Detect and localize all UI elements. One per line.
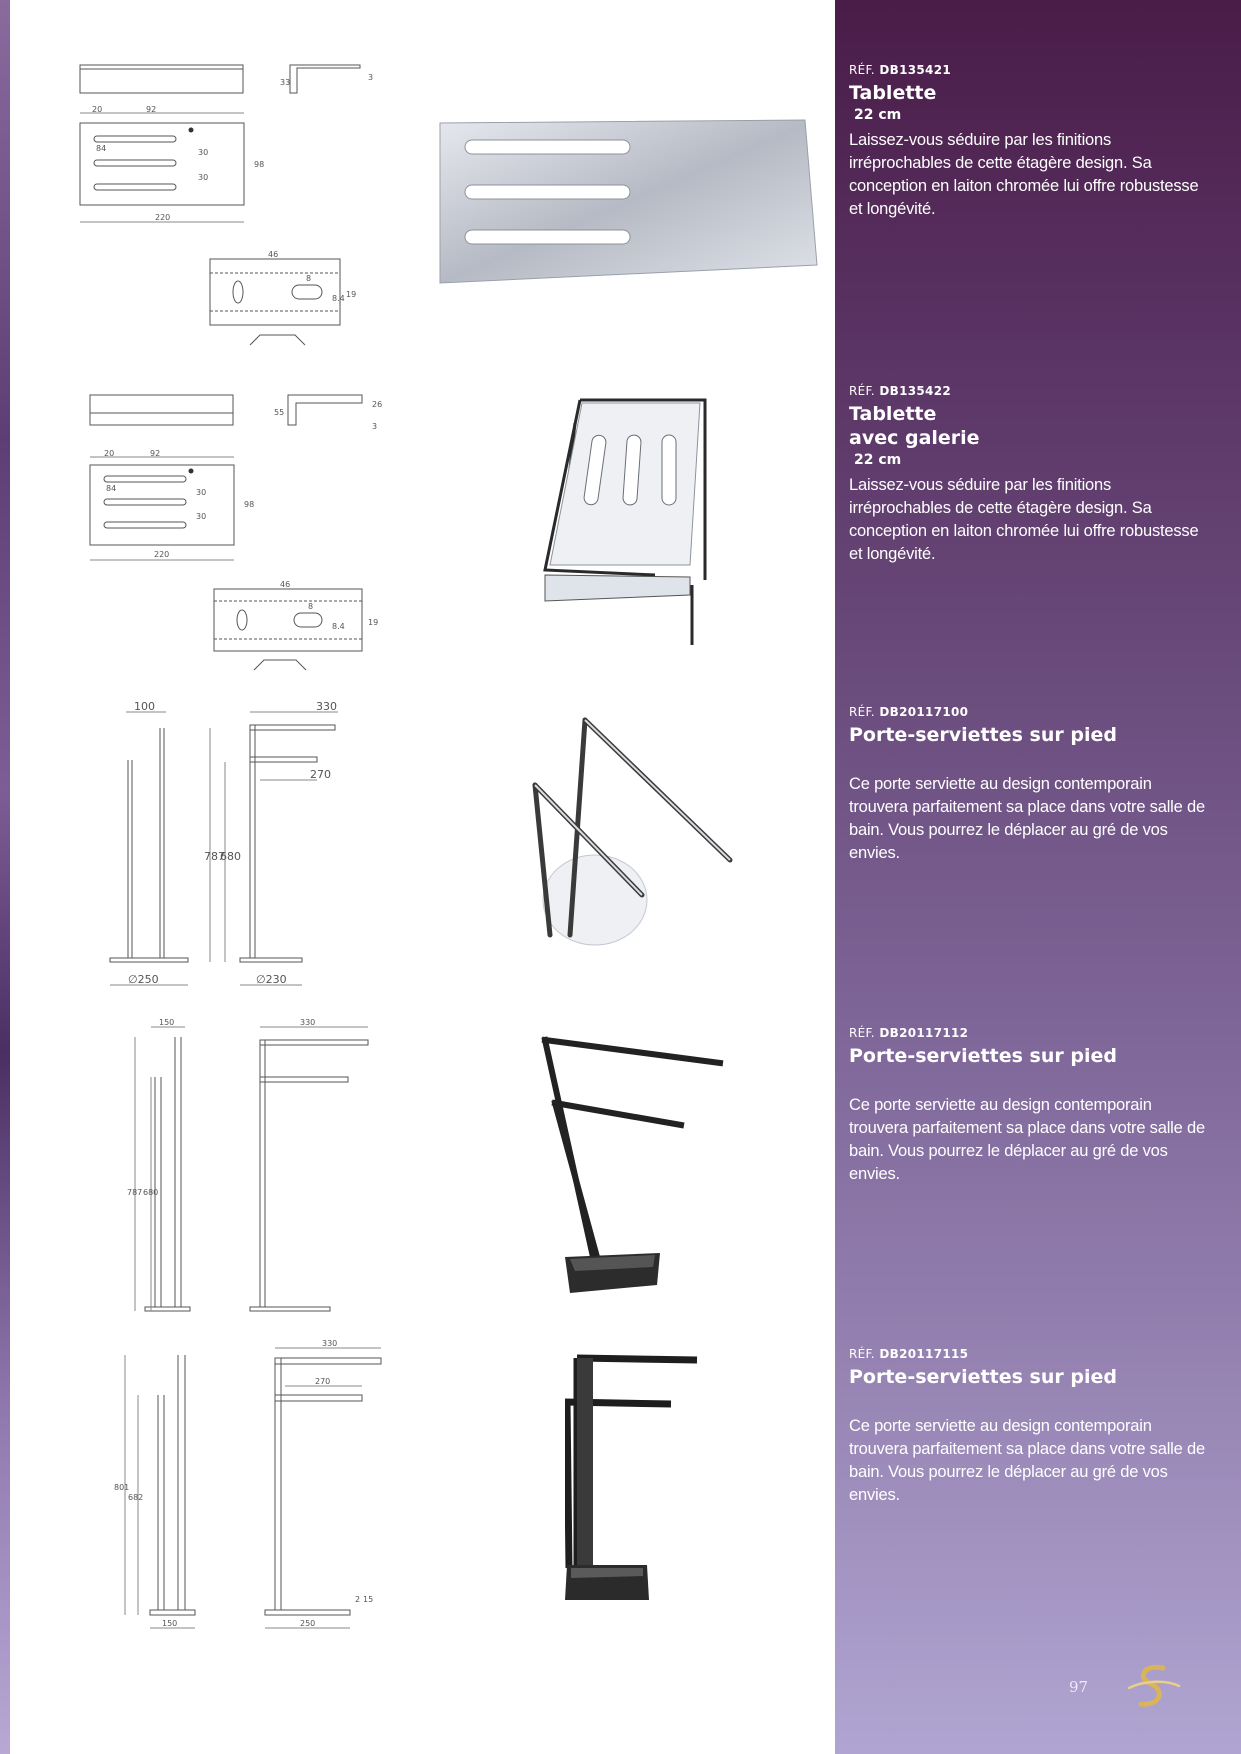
- dim-label: 250: [300, 1619, 316, 1628]
- dim-label: 33: [280, 78, 291, 87]
- ref-label: RÉF.: [849, 63, 875, 77]
- drawings-area: [10, 0, 835, 1754]
- dim-label: 8: [306, 274, 312, 283]
- product-description: Laissez-vous séduire par les finitions irréprochables de cette étagère design. Sa conception en laiton chromée lui offre robustesse et longévité.: [849, 476, 1199, 563]
- dim-label: 19: [346, 290, 357, 299]
- ref-code: DB20117115: [879, 1347, 969, 1361]
- technical-drawing-1: [70, 55, 390, 350]
- product-ref: [849, 384, 1209, 398]
- dim-label: 801: [114, 1483, 130, 1492]
- product-ref: [849, 1026, 1209, 1040]
- ref-label: RÉF.: [849, 1347, 875, 1361]
- technical-drawing-2: [70, 385, 390, 680]
- dim-label: 84: [106, 484, 117, 493]
- dim-label: 2: [355, 1595, 361, 1604]
- dim-label: 8.4: [332, 622, 345, 631]
- dim-label: 330: [316, 700, 337, 713]
- dim-label: 98: [244, 500, 255, 509]
- product-title: Tablette: [849, 403, 937, 425]
- product-ref: [849, 63, 1209, 77]
- dim-label: 3: [368, 73, 374, 82]
- product-description: Ce porte serviette au design contemporain trouvera parfaitement sa place dans votre salle de bain. Vous pourrez le déplacer au gré de vos envies.: [849, 775, 1205, 862]
- product-info-2: [849, 384, 1209, 566]
- product-photo-tablette-galerie: [540, 395, 730, 650]
- dim-label: 220: [155, 213, 171, 222]
- dim-label: 55: [274, 408, 285, 417]
- ref-code: DB20117100: [879, 705, 969, 719]
- dim-label: 30: [196, 512, 207, 521]
- description-panel: [835, 0, 1241, 1754]
- ref-label: RÉF.: [849, 705, 875, 719]
- ref-label: RÉF.: [849, 384, 875, 398]
- dim-label: 787: [127, 1188, 143, 1197]
- product-ref: [849, 705, 1209, 719]
- technical-drawing-5: [110, 1340, 390, 1640]
- product-title: Porte-serviettes sur pied: [849, 1366, 1117, 1388]
- dim-label: 30: [198, 173, 209, 182]
- dim-label: 20: [104, 449, 115, 458]
- product-size: 22 cm: [854, 452, 902, 468]
- dim-label: 220: [154, 550, 170, 559]
- left-edge-decoration: [0, 0, 10, 1754]
- dim-label: 787: [204, 850, 225, 863]
- dim-label: 150: [162, 1619, 178, 1628]
- product-info-5: [849, 1347, 1209, 1507]
- dim-label: 30: [196, 488, 207, 497]
- dim-label: 84: [96, 144, 107, 153]
- dim-label: 100: [134, 700, 155, 713]
- dim-label: ∅230: [256, 973, 287, 986]
- product-description: Ce porte serviette au design contemporain trouvera parfaitement sa place dans votre salle de bain. Vous pourrez le déplacer au gré de vos envies.: [849, 1096, 1205, 1183]
- product-title: Porte-serviettes sur pied: [849, 724, 1117, 746]
- dim-label: 330: [300, 1018, 316, 1027]
- product-info-3: [849, 705, 1209, 865]
- technical-drawing-4: [115, 1015, 390, 1315]
- dim-label: 682: [128, 1493, 144, 1502]
- product-description: Laissez-vous séduire par les finitions irréprochables de cette étagère design. Sa conception en laiton chromée lui offre robustesse et longévité.: [849, 131, 1199, 218]
- product-title-line-2: avec galerie: [849, 427, 980, 449]
- dim-label: 270: [310, 768, 331, 781]
- dim-label: 92: [150, 449, 161, 458]
- spacer: [849, 1068, 1209, 1094]
- spacer: [849, 1389, 1209, 1415]
- dim-label: 8: [308, 602, 314, 611]
- product-photo-porte-serviettes-100: [530, 715, 745, 965]
- product-photo-porte-serviettes-112: [535, 1035, 735, 1300]
- dim-label: 19: [368, 618, 379, 627]
- dim-label: 680: [220, 850, 241, 863]
- dim-label: 30: [198, 148, 209, 157]
- product-title: Tablette: [849, 82, 937, 104]
- ref-label: RÉF.: [849, 1026, 875, 1040]
- dim-label: ∅250: [128, 973, 159, 986]
- ref-code: DB20117112: [879, 1026, 969, 1040]
- spacer: [849, 747, 1209, 773]
- dim-label: 3: [372, 422, 378, 431]
- ref-code: DB135421: [879, 63, 952, 77]
- dim-label: 150: [159, 1018, 175, 1027]
- dim-label: 46: [280, 580, 291, 589]
- ref-code: DB135422: [879, 384, 952, 398]
- product-title: Porte-serviettes sur pied: [849, 1045, 1117, 1067]
- dim-label: 26: [372, 400, 383, 409]
- dim-label: 46: [268, 250, 279, 259]
- product-ref: [849, 1347, 1209, 1361]
- product-description: Ce porte serviette au design contemporain trouvera parfaitement sa place dans votre salle de bain. Vous pourrez le déplacer au gré de vos envies.: [849, 1417, 1205, 1504]
- dim-label: 98: [254, 160, 265, 169]
- brand-logo-icon: [1123, 1662, 1183, 1710]
- dim-label: 20: [92, 105, 103, 114]
- product-info-4: [849, 1026, 1209, 1186]
- dim-label: 92: [146, 105, 157, 114]
- dim-label: 15: [363, 1595, 374, 1604]
- dim-label: 680: [143, 1188, 159, 1197]
- dim-label: 330: [322, 1340, 338, 1348]
- page-number: 97: [1069, 1678, 1089, 1696]
- dim-label: 8.4: [332, 294, 345, 303]
- dim-label: 270: [315, 1377, 331, 1386]
- technical-drawing-3: [100, 700, 390, 990]
- product-photo-porte-serviettes-115: [565, 1350, 715, 1605]
- product-size: 22 cm: [854, 107, 902, 123]
- product-info-1: [849, 63, 1209, 221]
- product-photo-tablette: [435, 115, 825, 290]
